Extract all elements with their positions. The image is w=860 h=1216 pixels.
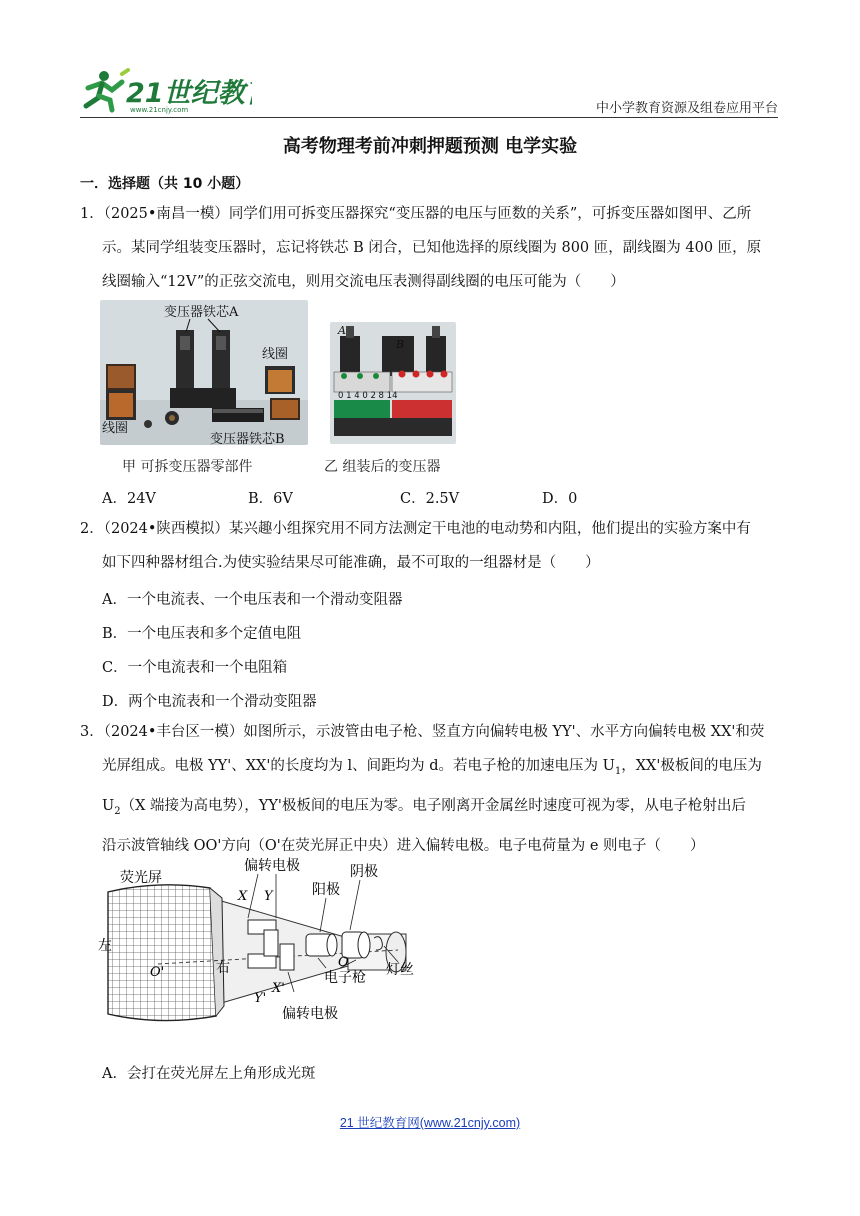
q2-option-b[interactable]: B．一个电压表和多个定值电阻 [102,626,302,642]
q2-line-1: 2．（2024•陕西模拟）某兴趣小组探究用不同方法测定干电池的电动势和内阻，他们提出的实验方案中有 [80,521,751,537]
label-y-top: Y [264,889,273,904]
q1-line-3: 线圈输入“12V”的正弦交流电，则用交流电压表测得副线圈的电压可能为（ ） [102,274,625,290]
label-x-bottom: X' [272,981,285,996]
winding-scale: 0 1 4 0 2 8 14 [338,391,398,401]
header-divider [80,117,778,118]
label-core-a: 变压器铁芯A [164,305,239,320]
question-1-text [80,197,778,299]
q2-option-c[interactable]: C．一个电流表和一个电阻箱 [102,660,288,676]
q3-line-3: $U_2(X$ 端接为高电势），YY'极板间的电压为零。电子刚离开金属丝时速度可视为零，从电子枪射出后 [102,797,746,817]
label-filament: 灯丝 [386,962,414,978]
label-coil-right: 线圈 [262,347,289,362]
label-cathode: 阴极 [350,864,378,880]
footer-link[interactable]: 21 世纪教育网(www.21cnjy.com) [339,1116,521,1130]
oscilloscope-tube-diagram [98,854,418,1034]
page-title: 高考物理考前冲刺押题预测 电学实验 [282,136,578,157]
q3-line-2: 光屏组成。电极 YY'、XX'的长度均为 l、间距均为 d。若电子枪的加速电压为 $U_1$，XX'极板间的电压为 [102,758,762,777]
label-a: A [338,324,346,337]
q2-option-d[interactable]: D．两个电流表和一个滑动变阻器 [102,694,317,710]
question-2-text [80,512,778,580]
label-electron-gun: 电子枪 [324,970,366,986]
q2-option-a[interactable]: A．一个电流表、一个电压表和一个滑动变阻器 [102,592,403,608]
q1-line-2: 示。某同学组装变压器时，忘记将铁芯 B 闭合，已知他选择的原线圈为 800 匝，副线圈为 400 匝，原 [102,240,762,256]
logo-url: www.21cnjy.com [130,106,189,114]
q1-option-c[interactable]: C．2.5V [400,491,460,507]
label-deflect-bottom: 偏转电极 [282,1006,338,1022]
figure-caption-jia: 甲 可拆变压器零部件 [122,459,253,475]
q3-line-4: 沿示波管轴线 OO'方向（O'在荧光屏正中央）进入偏转电极。电子电荷量为 e 则电子（ ） [102,837,705,854]
label-b: B [396,338,405,351]
label-o: O [338,955,349,970]
label-o-prime: O' [150,965,165,980]
assembled-transformer-photo [330,322,456,444]
label-left: 左 [98,938,112,954]
figure-caption-yi: 乙 组装后的变压器 [324,459,441,475]
platform-name: 中小学教育资源及组卷应用平台 [595,101,778,116]
q1-line-1: 1．（2025•南昌一模）同学们用可拆变压器探究“变压器的电压与匝数的关系”，可拆变压器如图甲、乙所 [80,206,752,222]
question-3-text [80,715,778,863]
q3-line-1: 3．（2024•丰台区一模）如图所示，示波管由电子枪、竖直方向偏转电极 YY'、水平方向偏转电极 XX'和荧 [80,724,765,740]
label-x-top: X [238,889,248,904]
label-y-bottom: Y' [254,991,267,1006]
label-core-b: 变压器铁芯B [210,432,285,445]
label-deflect-top: 偏转电极 [244,858,300,874]
site-logo [82,68,252,114]
q1-option-b[interactable]: B．6V [248,491,293,507]
q3-option-a[interactable]: A．会打在荧光屏左上角形成光斑 [102,1066,316,1082]
label-anode: 阳极 [312,882,340,898]
label-right: 右 [216,960,230,976]
q1-option-d[interactable]: D．0 [542,491,578,507]
label-screen: 荧光屏 [120,870,162,886]
logo-text: 21世纪教 [126,78,245,109]
section-heading: 一．选择题（共 10 小题） [80,176,250,192]
q1-option-a[interactable]: A．24V [102,491,156,507]
q2-line-2: 如下四种器材组合.为使实验结果尽可能准确，最不可取的一组器材是（ ） [102,555,600,571]
label-coil-left: 线圈 [102,421,129,436]
transformer-parts-photo [100,300,308,445]
